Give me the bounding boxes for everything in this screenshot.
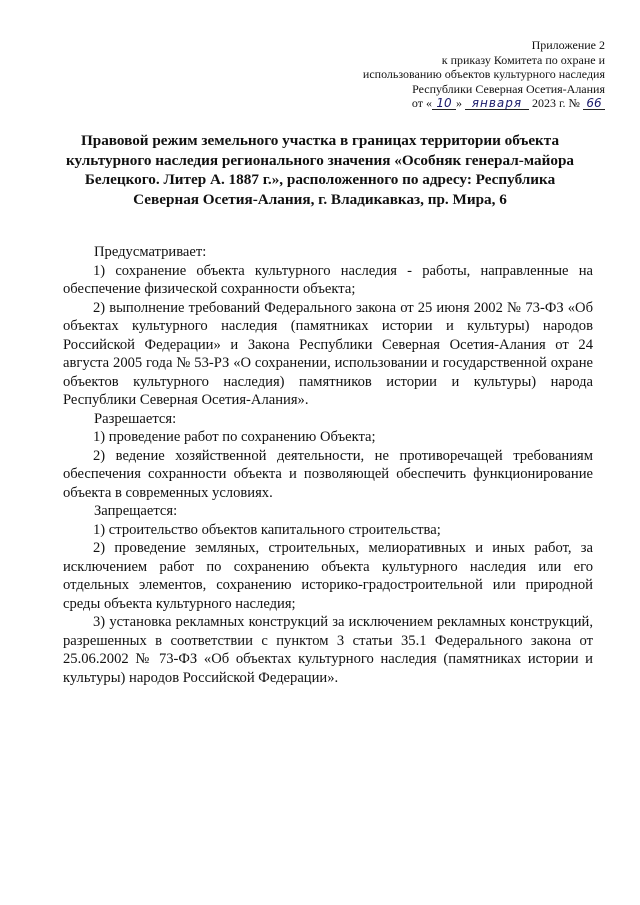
document-body: [63, 243, 593, 687]
forbidden-item-3: 3) установка рекламных конструкций за исключением рекламных конструкций, разрешенных в соответствии с пунктом 3 статьи 35.1 Федерального закона от 25.06.2002 № 73-ФЗ «Об объектах культурного наследия (памятниках истории и культуры) народов Российской Федерации».: [63, 614, 593, 686]
order-reference: к приказу Комитета по охране и: [441, 52, 605, 67]
provides-item-2: 2) выполнение требований Федерального закона от 25 июня 2002 № 73-ФЗ «Об объектах культурного наследия (памятниках истории и культуры) народов Российской Федерации» и Закона Республики Северная Осетия-Алания от 24 августа 2005 года № 53-РЗ «О сохранении, использовании и государственной охране объектов культурного наследия) памятников истории и культуры) народа Республики Северная Осетия-Алания».: [63, 299, 593, 408]
date-mid: »: [455, 96, 462, 111]
forbidden-heading: Запрещается:: [94, 503, 178, 519]
provides-item-1: 1) сохранение объекта культурного наследия - работы, направленные на обеспечение физической сохранности объекта;: [63, 262, 593, 297]
committee-name: использованию объектов культурного наследия: [362, 67, 605, 82]
provides-heading: Предусматривает:: [94, 244, 207, 260]
forbidden-item-1: 1) строительство объектов капитального строительства;: [93, 521, 441, 538]
allowed-item-2: 2) ведение хозяйственной деятельности, не противоречащей требованиям обеспечения сохранности объекта и позволяющей обеспечить функционирование объекта в современных условиях.: [63, 447, 593, 501]
allowed-heading: Разрешается:: [94, 410, 177, 427]
handwritten-day: 10: [432, 97, 456, 110]
handwritten-number: 66: [583, 97, 605, 110]
forbidden-item-2: 2) проведение земляных, строительных, мелиоративных и иных работ, за исключением работ по сохранению объекта культурного наследия или его отдельных элементов, сохранению историко-градостроительной или природной среды объекта культурного наследия;: [63, 540, 593, 612]
allowed-item-1: 1) проведение работ по сохранению Объекта;: [93, 429, 376, 445]
date-suffix: 2023 г. №: [531, 96, 580, 111]
handwritten-month: января: [465, 97, 529, 110]
order-date-line: [305, 96, 605, 111]
appendix-label: Приложение 2: [531, 38, 605, 52]
date-prefix: от «: [411, 96, 432, 111]
republic-name: Республики Северная Осетия-Алания: [412, 81, 605, 96]
appendix-header: [305, 38, 605, 111]
document-title: Правовой режим земельного участка в границах территории объекта культурного наследия регионального значения «Особняк генерал-майора Белецкого. Литер А. 1887 г.», расположенного по адресу: Республика Северная Осетия-Алания, г. Владикавказ, пр. Мира, 6: [66, 132, 574, 208]
